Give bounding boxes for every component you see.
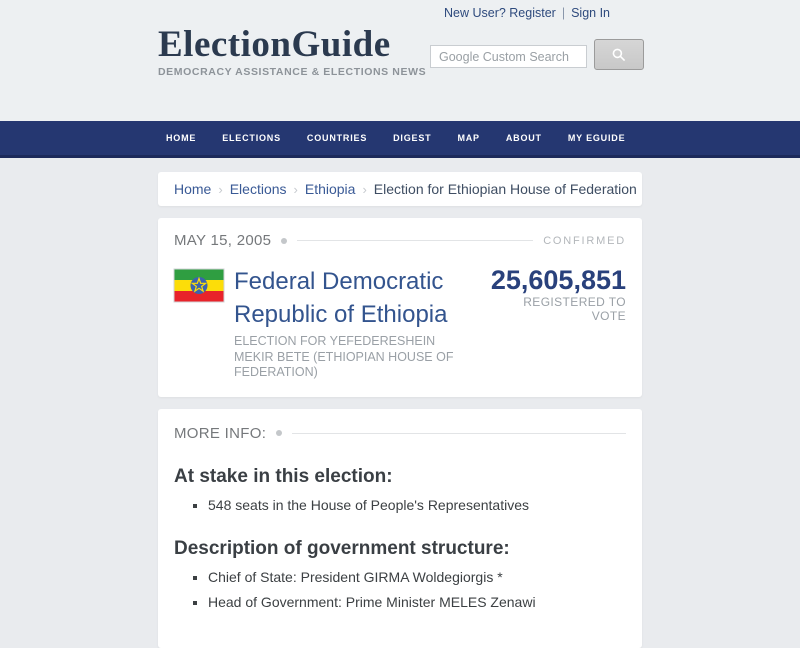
list-item: ▪ Chief of State: President GIRMA Woldegiorgis * (208, 568, 626, 586)
search-area (430, 39, 644, 70)
country-name[interactable]: Federal Democratic Republic of Ethiopia (234, 268, 448, 328)
breadcrumb (158, 172, 642, 206)
content-column (158, 172, 642, 648)
breadcrumb-elections[interactable]: Elections (229, 181, 287, 197)
site-header (0, 0, 800, 121)
breadcrumb-separator: › (293, 181, 298, 197)
main-nav (0, 121, 800, 158)
site-logo[interactable]: ElectionGuide (158, 24, 391, 65)
election-date-row (174, 232, 626, 249)
topbar (444, 6, 610, 20)
rule-dot (281, 238, 287, 244)
more-info-heading: MORE INFO: (174, 424, 267, 442)
search-input[interactable] (430, 45, 587, 68)
nav-item-elections[interactable]: ELECTIONS (222, 133, 281, 143)
breadcrumb-separator: › (218, 181, 223, 197)
nav-item-digest[interactable]: DIGEST (393, 133, 432, 143)
government-list (174, 568, 626, 611)
election-name: ELECTION FOR YEFEDERESHEIN MEKIR BETE (ETHIOPIAN HOUSE OF FEDERATION) (234, 334, 454, 379)
rule-dot (276, 430, 282, 436)
nav-item-my-eguide[interactable]: MY EGUIDE (567, 133, 626, 143)
election-titles (234, 265, 491, 381)
search-icon (611, 47, 627, 63)
nav-item-map[interactable]: MAP (457, 133, 480, 143)
registered-block (491, 265, 626, 381)
more-info-card (158, 409, 642, 648)
election-summary-card (158, 218, 642, 397)
breadcrumb-separator: › (362, 181, 367, 197)
nav-item-countries[interactable]: COUNTRIES (306, 133, 368, 143)
registered-label: REGISTERED TO VOTE (523, 295, 626, 323)
breadcrumb-ethiopia[interactable]: Ethiopia (304, 181, 356, 197)
section-title-at-stake: At stake in this election: (174, 465, 393, 487)
nav-items (166, 133, 625, 143)
election-date: MAY 15, 2005 (174, 232, 272, 249)
registered-count: 25,605,851 (490, 265, 626, 295)
rule-line (297, 240, 533, 241)
nav-item-about[interactable]: ABOUT (505, 133, 542, 143)
ethiopia-flag-icon (174, 269, 224, 302)
nav-item-home[interactable]: HOME (166, 133, 197, 143)
more-info-header (174, 425, 626, 442)
site-tagline: DEMOCRACY ASSISTANCE & ELECTIONS NEWS (158, 66, 427, 78)
election-body (174, 265, 626, 381)
at-stake-list (174, 496, 626, 514)
rule-line (292, 433, 626, 434)
list-item: ▪ 548 seats in the House of People's Representatives (208, 496, 626, 514)
breadcrumb-home[interactable]: Home (174, 181, 212, 197)
search-button[interactable] (594, 39, 644, 70)
signin-link[interactable]: Sign In (571, 6, 610, 20)
section-title-government: Description of government structure: (174, 537, 510, 559)
list-item: ▪ Head of Government: Prime Minister MELES Zenawi (208, 593, 626, 611)
status-badge: CONFIRMED (543, 234, 626, 247)
register-link[interactable]: New User? Register (443, 6, 556, 20)
topbar-separator: | (561, 6, 566, 20)
logo-block (158, 26, 426, 78)
breadcrumb-current: Election for Ethiopian House of Federation (373, 181, 637, 197)
